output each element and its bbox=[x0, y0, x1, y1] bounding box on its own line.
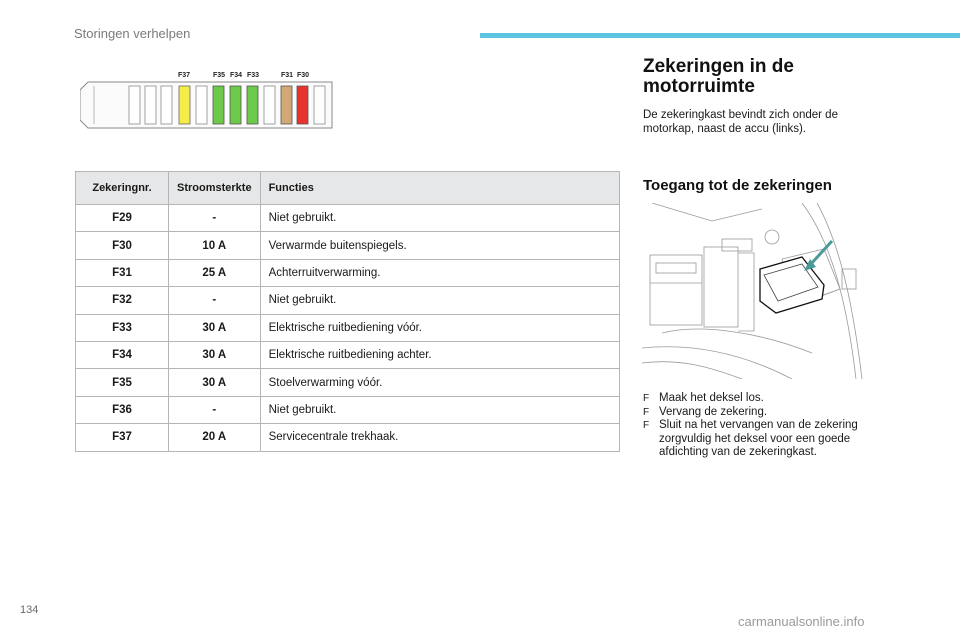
section-title: Zekeringen in de motorruimte bbox=[643, 56, 794, 97]
header-amperage: Stroomsterkte bbox=[169, 172, 261, 205]
page-number: 134 bbox=[20, 604, 39, 616]
table-row bbox=[76, 369, 620, 396]
fuse-function: Niet gebruikt. bbox=[260, 396, 619, 423]
step-bullet-icon: F bbox=[643, 420, 650, 432]
fuse-amperage: 20 A bbox=[169, 424, 261, 451]
fuse-label-f33: F33 bbox=[247, 72, 260, 79]
fuse-f33 bbox=[247, 86, 258, 124]
fuse-function: Niet gebruikt. bbox=[260, 287, 619, 314]
subsection-title: Toegang tot de zekeringen bbox=[643, 177, 832, 194]
fuse-number: F31 bbox=[76, 259, 169, 286]
step-bullet-icon: F bbox=[643, 406, 650, 418]
table-row bbox=[76, 205, 620, 232]
fuse-number: F29 bbox=[76, 205, 169, 232]
fuse-function: Stoelverwarming vóór. bbox=[260, 369, 619, 396]
fuse-amperage: 30 A bbox=[169, 369, 261, 396]
fuse-f34 bbox=[230, 86, 241, 124]
fuse-number: F33 bbox=[76, 314, 169, 341]
fuse-amperage: 10 A bbox=[169, 232, 261, 259]
fuse-table bbox=[75, 171, 620, 452]
fuse-slot bbox=[314, 86, 325, 124]
fuse-slot bbox=[196, 86, 207, 124]
fuse-number: F35 bbox=[76, 369, 169, 396]
fuse-number: F32 bbox=[76, 287, 169, 314]
engine-compartment-illustration bbox=[642, 203, 864, 379]
fuse-amperage: 25 A bbox=[169, 259, 261, 286]
step-bullet-icon: F bbox=[643, 393, 650, 404]
step-item bbox=[643, 392, 883, 406]
fuse-slot bbox=[129, 86, 140, 124]
fuse-slot bbox=[145, 86, 156, 124]
intro-text: De zekeringkast bevindt zich onder de motorkap, naast de accu (links). bbox=[643, 109, 838, 135]
watermark: carmanualsonline.info bbox=[738, 614, 865, 629]
step-text: Sluit na het vervangen van de zekering zorgvuldig het deksel voor een goede afdichting van de zekeringkast. bbox=[659, 419, 858, 459]
table-header-row bbox=[76, 172, 620, 205]
section-header-title: Storingen verhelpen bbox=[74, 26, 191, 41]
header-fuse-number: Zekeringnr. bbox=[76, 172, 169, 205]
fuse-function: Elektrische ruitbediening achter. bbox=[260, 341, 619, 368]
fuse-box-diagram bbox=[80, 68, 340, 130]
fuse-f31 bbox=[281, 86, 292, 124]
table-row bbox=[76, 341, 620, 368]
steps-list bbox=[643, 392, 883, 460]
fuse-function: Verwarmde buitenspiegels. bbox=[260, 232, 619, 259]
fuse-label-f35: F35 bbox=[213, 72, 226, 79]
table-row bbox=[76, 314, 620, 341]
fuse-amperage: - bbox=[169, 287, 261, 314]
fuse-function: Servicecentrale trekhaak. bbox=[260, 424, 619, 451]
fuse-number: F37 bbox=[76, 424, 169, 451]
table-row bbox=[76, 396, 620, 423]
fuse-label-f31: F31 bbox=[281, 72, 294, 79]
header-functions: Functies bbox=[260, 172, 619, 205]
fuse-function: Achterruitverwarming. bbox=[260, 259, 619, 286]
fuse-f37 bbox=[179, 86, 190, 124]
fuse-slot bbox=[161, 86, 172, 124]
fuse-number: F34 bbox=[76, 341, 169, 368]
step-item bbox=[643, 419, 883, 460]
header-accent-bar bbox=[480, 33, 960, 38]
fuse-amperage: - bbox=[169, 205, 261, 232]
fuse-amperage: - bbox=[169, 396, 261, 423]
step-text: Maak het deksel los. bbox=[659, 392, 764, 404]
fuse-function: Niet gebruikt. bbox=[260, 205, 619, 232]
fuse-amperage: 30 A bbox=[169, 341, 261, 368]
fuse-label-f30: F30 bbox=[297, 72, 310, 79]
table-row bbox=[76, 259, 620, 286]
fuse-slot bbox=[264, 86, 275, 124]
table-row bbox=[76, 287, 620, 314]
table-row bbox=[76, 424, 620, 451]
fuse-function: Elektrische ruitbediening vóór. bbox=[260, 314, 619, 341]
fuse-f35 bbox=[213, 86, 224, 124]
fuse-label-f37: F37 bbox=[178, 72, 191, 79]
step-item bbox=[643, 406, 883, 420]
step-text: Vervang de zekering. bbox=[659, 405, 768, 418]
fuse-number: F36 bbox=[76, 396, 169, 423]
fuse-amperage: 30 A bbox=[169, 314, 261, 341]
fuse-number: F30 bbox=[76, 232, 169, 259]
table-row bbox=[76, 232, 620, 259]
fuse-label-f34: F34 bbox=[230, 72, 243, 79]
fuse-f30 bbox=[297, 86, 308, 124]
